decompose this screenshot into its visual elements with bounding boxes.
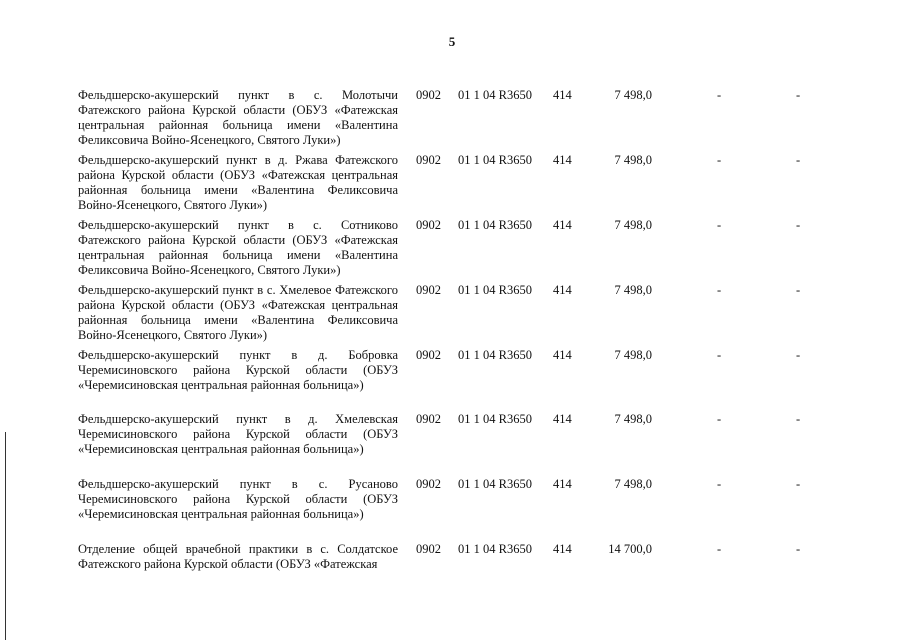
dash-col-1: - (717, 412, 722, 426)
dash-col-1: - (717, 88, 722, 102)
section-code: 0902 (416, 412, 441, 426)
expense-type-code: 414 (553, 348, 572, 362)
amount: 7 498,0 (614, 348, 652, 362)
dash-col-1: - (717, 153, 722, 167)
dash-col-2: - (796, 412, 801, 426)
dash-col-2: - (796, 153, 801, 167)
expense-type-code: 414 (553, 88, 572, 102)
section-code: 0902 (416, 218, 441, 232)
section-code: 0902 (416, 348, 441, 362)
target-article-code: 01 1 04 R3650 (458, 477, 532, 491)
section-code: 0902 (416, 542, 441, 556)
dash-col-1: - (717, 218, 722, 232)
facility-name: Фельдшерско-акушерский пункт в д. Хмелевская Черемисиновского района Курской области (ОБУЗ «Черемисиновская центральная районная больница») (78, 412, 398, 456)
section-code: 0902 (416, 477, 441, 491)
amount: 7 498,0 (614, 153, 652, 167)
dash-col-2: - (796, 88, 801, 102)
dash-col-1: - (717, 542, 722, 556)
target-article-code: 01 1 04 R3650 (458, 88, 532, 102)
target-article-code: 01 1 04 R3650 (458, 283, 532, 297)
dash-col-2: - (796, 477, 801, 491)
amount: 7 498,0 (614, 88, 652, 102)
facility-name: Фельдшерско-акушерский пункт в д. Бобровка Черемисиновского района Курской области (ОБУЗ «Черемисиновская центральная районная больница») (78, 348, 398, 392)
expense-type-code: 414 (553, 477, 572, 491)
section-code: 0902 (416, 153, 441, 167)
expense-type-code: 414 (553, 542, 572, 556)
target-article-code: 01 1 04 R3650 (458, 542, 532, 556)
dash-col-2: - (796, 283, 801, 297)
page-number: 5 (448, 34, 456, 49)
amount: 7 498,0 (614, 283, 652, 297)
facility-name: Фельдшерско-акушерский пункт в с. Хмелевое Фатежского района Курской области (ОБУЗ «Фатежская центральная районная больница имени «Валентина Феликсовича Войно-Ясенецкого, Святого Луки») (78, 283, 398, 342)
facility-name: Фельдшерско-акушерский пункт в с. Молотычи Фатежского района Курской области (ОБУЗ «Фатежская центральная районная больница имени «Валентина Феликсовича Войно-Ясенецкого, Святого Луки») (78, 88, 398, 147)
amount: 14 700,0 (608, 542, 652, 556)
target-article-code: 01 1 04 R3650 (458, 412, 532, 426)
dash-col-2: - (796, 218, 801, 232)
expense-type-code: 414 (553, 153, 572, 167)
dash-col-2: - (796, 542, 801, 556)
expense-type-code: 414 (553, 412, 572, 426)
dash-col-1: - (717, 348, 722, 362)
expense-type-code: 414 (553, 283, 572, 297)
dash-col-1: - (717, 283, 722, 297)
target-article-code: 01 1 04 R3650 (458, 348, 532, 362)
facility-name: Отделение общей врачебной практики в с. Солдатское Фатежского района Курской области (ОБУЗ «Фатежская (78, 542, 398, 571)
amount: 7 498,0 (614, 412, 652, 426)
target-article-code: 01 1 04 R3650 (458, 153, 532, 167)
target-article-code: 01 1 04 R3650 (458, 218, 532, 232)
expense-type-code: 414 (553, 218, 572, 232)
facility-name: Фельдшерско-акушерский пункт в с. Русаново Черемисиновского района Курской области (ОБУЗ «Черемисиновская центральная районная больница») (78, 477, 398, 521)
section-code: 0902 (416, 88, 441, 102)
dash-col-2: - (796, 348, 801, 362)
amount: 7 498,0 (614, 218, 652, 232)
amount: 7 498,0 (614, 477, 652, 491)
dash-col-1: - (717, 477, 722, 491)
facility-name: Фельдшерско-акушерский пункт в с. Сотниково Фатежского района Курской области (ОБУЗ «Фатежская центральная районная больница имени «Валентина Феликсовича Войно-Ясенецкого, Святого Луки») (78, 218, 398, 277)
section-code: 0902 (416, 283, 441, 297)
facility-name: Фельдшерско-акушерский пункт в д. Ржава Фатежского района Курской области (ОБУЗ «Фатежская центральная районная больница имени «Валентина Феликсовича Войно-Ясенецкого, Святого Луки») (78, 153, 398, 212)
